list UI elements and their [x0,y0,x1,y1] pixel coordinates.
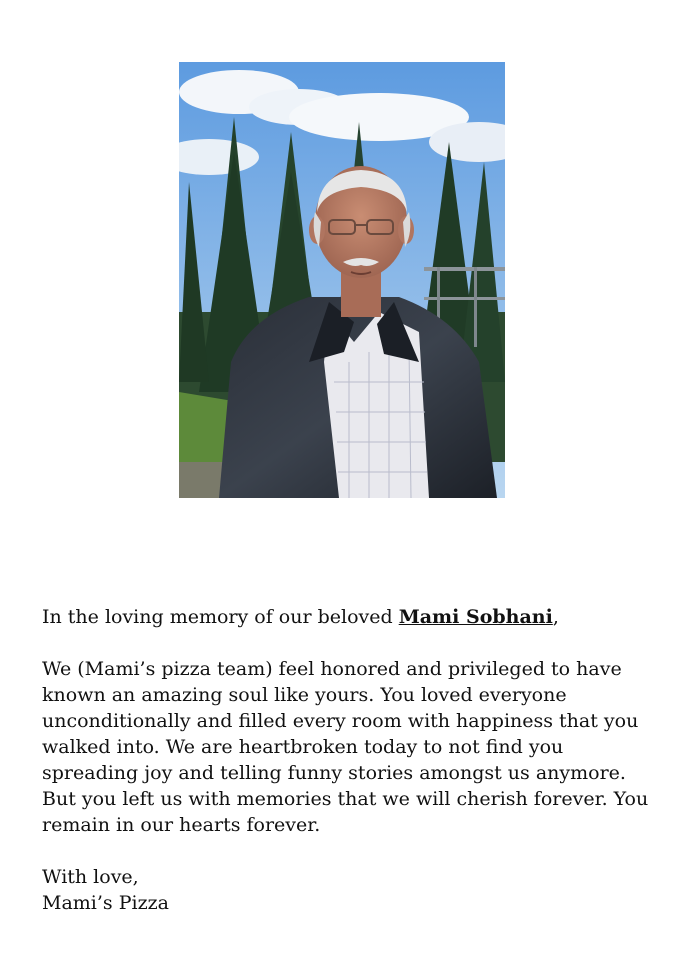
memorial-letter [42,604,662,916]
dedication-line [42,604,662,630]
signature: Mami’s Pizza [42,892,169,914]
portrait-image [179,62,505,498]
honoree-name: Mami Sobhani [398,606,553,628]
dedication-suffix: , [552,606,559,628]
memorial-photo [179,62,505,498]
sign-off [42,864,662,916]
letter-body: We (Mami’s pizza team) feel honored and privileged to have known an amazing soul like yours. You loved everyone unconditionally and filled every room with happiness that you walked into. We are heartbroken today to not find you spreading joy and telling funny stories amongst us anymore. But you left us with memories that we will cherish forever. You remain in our hearts forever. [42,658,649,836]
closing-line: With love, [42,866,139,888]
dedication-prefix: In the loving memory of our beloved [42,606,399,628]
